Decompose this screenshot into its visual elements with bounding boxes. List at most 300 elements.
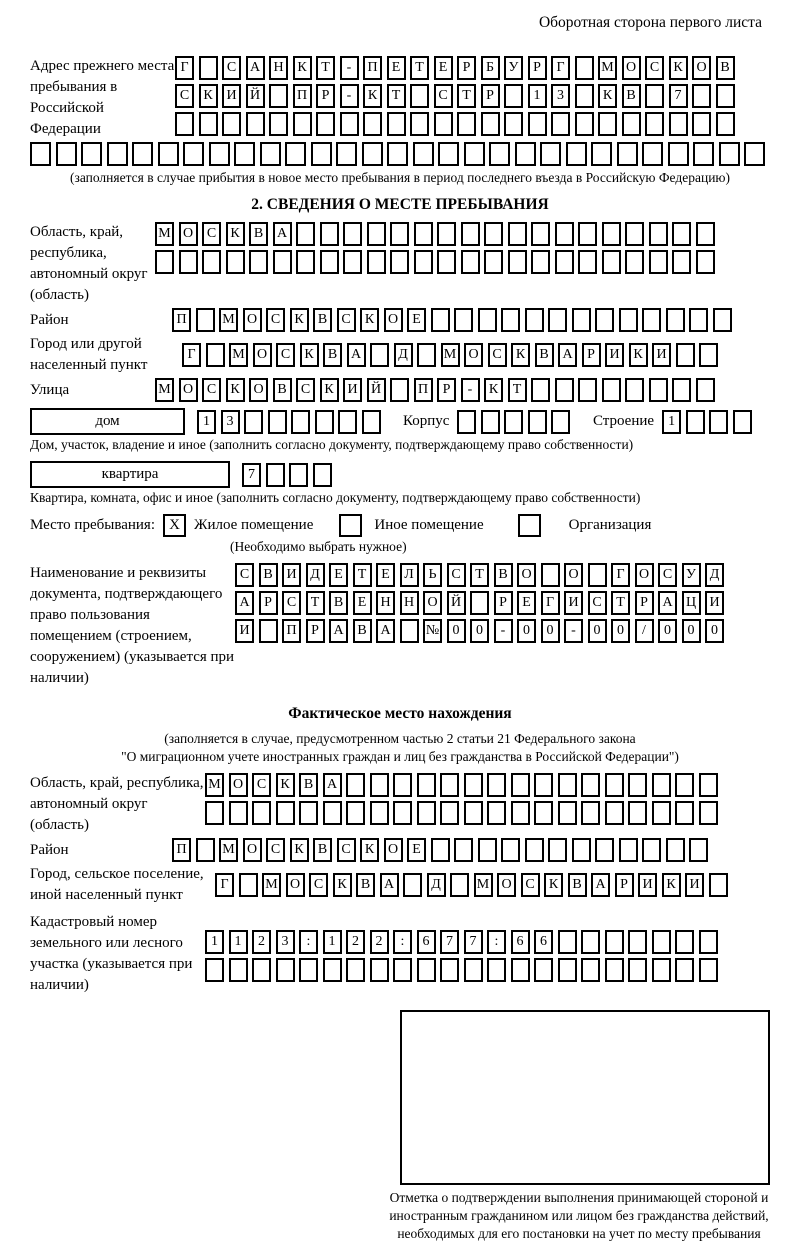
char-cell[interactable] xyxy=(132,142,153,166)
char-cell[interactable]: И xyxy=(222,84,241,108)
char-cell[interactable] xyxy=(363,112,382,136)
char-cell[interactable] xyxy=(602,222,621,246)
char-cell[interactable]: О xyxy=(517,563,536,587)
char-cell[interactable] xyxy=(438,142,459,166)
char-cell[interactable]: О xyxy=(179,378,198,402)
char-cell[interactable] xyxy=(672,222,691,246)
char-cell[interactable] xyxy=(528,112,547,136)
char-cell[interactable] xyxy=(417,773,436,797)
char-cell[interactable] xyxy=(461,222,480,246)
char-cell[interactable] xyxy=(323,801,342,825)
char-cell[interactable] xyxy=(56,142,77,166)
city-2-grid[interactable] xyxy=(215,873,732,897)
char-cell[interactable] xyxy=(548,838,567,862)
char-cell[interactable] xyxy=(457,410,476,434)
char-cell[interactable] xyxy=(289,463,308,487)
char-cell[interactable] xyxy=(464,142,485,166)
char-cell[interactable]: М xyxy=(474,873,493,897)
char-cell[interactable] xyxy=(515,142,536,166)
char-cell[interactable]: С xyxy=(266,308,285,332)
char-cell[interactable] xyxy=(454,308,473,332)
char-cell[interactable]: У xyxy=(504,56,523,80)
char-cell[interactable] xyxy=(501,308,520,332)
char-cell[interactable]: А xyxy=(273,222,292,246)
char-cell[interactable] xyxy=(454,838,473,862)
char-cell[interactable]: 6 xyxy=(417,930,436,954)
char-cell[interactable]: 1 xyxy=(197,410,216,434)
char-cell[interactable] xyxy=(689,838,708,862)
char-cell[interactable] xyxy=(481,410,500,434)
char-cell[interactable] xyxy=(581,773,600,797)
char-cell[interactable]: М xyxy=(219,308,238,332)
char-cell[interactable] xyxy=(619,308,638,332)
char-cell[interactable] xyxy=(642,308,661,332)
char-cell[interactable]: О xyxy=(384,308,403,332)
char-cell[interactable] xyxy=(699,773,718,797)
char-cell[interactable]: К xyxy=(662,873,681,897)
char-cell[interactable]: О xyxy=(249,378,268,402)
char-cell[interactable]: И xyxy=(652,343,671,367)
char-cell[interactable] xyxy=(199,56,218,80)
char-cell[interactable] xyxy=(595,308,614,332)
char-cell[interactable] xyxy=(299,958,318,982)
char-cell[interactable]: К xyxy=(360,308,379,332)
char-cell[interactable]: 1 xyxy=(205,930,224,954)
char-cell[interactable]: О xyxy=(253,343,272,367)
stamp-box[interactable] xyxy=(400,1010,770,1185)
char-cell[interactable] xyxy=(555,378,574,402)
char-cell[interactable] xyxy=(642,838,661,862)
char-cell[interactable]: К xyxy=(290,838,309,862)
char-cell[interactable]: 0 xyxy=(611,619,630,643)
prev-address-row-4[interactable] xyxy=(30,142,770,166)
char-cell[interactable] xyxy=(414,250,433,274)
char-cell[interactable]: С xyxy=(276,343,295,367)
char-cell[interactable] xyxy=(316,112,335,136)
char-cell[interactable]: П xyxy=(172,838,191,862)
char-cell[interactable]: Е xyxy=(407,838,426,862)
char-cell[interactable]: О xyxy=(464,343,483,367)
char-cell[interactable]: : xyxy=(299,930,318,954)
char-cell[interactable]: - xyxy=(340,84,359,108)
char-cell[interactable]: С xyxy=(222,56,241,80)
char-cell[interactable] xyxy=(675,773,694,797)
char-cell[interactable]: Т xyxy=(611,591,630,615)
char-cell[interactable] xyxy=(437,250,456,274)
char-cell[interactable] xyxy=(619,838,638,862)
char-cell[interactable] xyxy=(541,563,560,587)
char-cell[interactable]: Л xyxy=(400,563,419,587)
char-cell[interactable]: Ь xyxy=(423,563,442,587)
char-cell[interactable]: И xyxy=(685,873,704,897)
char-cell[interactable] xyxy=(534,773,553,797)
char-cell[interactable] xyxy=(675,930,694,954)
char-cell[interactable]: Р xyxy=(481,84,500,108)
char-cell[interactable] xyxy=(246,112,265,136)
char-cell[interactable]: 0 xyxy=(517,619,536,643)
char-cell[interactable]: 0 xyxy=(705,619,724,643)
korpus-grid[interactable] xyxy=(457,410,575,434)
char-cell[interactable]: С xyxy=(645,56,664,80)
char-cell[interactable] xyxy=(81,142,102,166)
char-cell[interactable]: К xyxy=(544,873,563,897)
char-cell[interactable]: А xyxy=(591,873,610,897)
char-cell[interactable]: Б xyxy=(481,56,500,80)
char-cell[interactable]: Т xyxy=(387,84,406,108)
char-cell[interactable]: В xyxy=(259,563,278,587)
char-cell[interactable] xyxy=(699,930,718,954)
char-cell[interactable] xyxy=(672,250,691,274)
char-cell[interactable]: 7 xyxy=(464,930,483,954)
char-cell[interactable] xyxy=(649,250,668,274)
char-cell[interactable]: Д xyxy=(705,563,724,587)
char-cell[interactable]: М xyxy=(205,773,224,797)
char-cell[interactable] xyxy=(733,410,752,434)
district-grid[interactable] xyxy=(172,308,736,332)
char-cell[interactable] xyxy=(260,142,281,166)
char-cell[interactable] xyxy=(699,343,718,367)
char-cell[interactable]: В xyxy=(329,591,348,615)
char-cell[interactable] xyxy=(487,958,506,982)
char-cell[interactable] xyxy=(209,142,230,166)
char-cell[interactable] xyxy=(672,378,691,402)
char-cell[interactable] xyxy=(311,142,332,166)
char-cell[interactable]: К xyxy=(300,343,319,367)
char-cell[interactable]: 2 xyxy=(252,930,271,954)
house-box[interactable]: дом xyxy=(30,408,185,435)
char-cell[interactable]: О xyxy=(229,773,248,797)
char-cell[interactable]: К xyxy=(333,873,352,897)
char-cell[interactable] xyxy=(315,410,334,434)
char-cell[interactable]: Е xyxy=(517,591,536,615)
char-cell[interactable] xyxy=(226,250,245,274)
cadastral-row-2[interactable] xyxy=(205,958,722,982)
char-cell[interactable] xyxy=(285,142,306,166)
char-cell[interactable] xyxy=(531,222,550,246)
char-cell[interactable] xyxy=(296,250,315,274)
char-cell[interactable] xyxy=(652,801,671,825)
char-cell[interactable]: С xyxy=(202,222,221,246)
char-cell[interactable]: Р xyxy=(259,591,278,615)
char-cell[interactable]: Е xyxy=(407,308,426,332)
char-cell[interactable] xyxy=(417,958,436,982)
char-cell[interactable]: Й xyxy=(246,84,265,108)
char-cell[interactable]: Р xyxy=(528,56,547,80)
char-cell[interactable] xyxy=(403,873,422,897)
checkbox-other-premises[interactable] xyxy=(339,514,362,537)
char-cell[interactable]: С xyxy=(252,773,271,797)
char-cell[interactable]: О xyxy=(635,563,654,587)
char-cell[interactable]: Н xyxy=(269,56,288,80)
char-cell[interactable] xyxy=(393,958,412,982)
char-cell[interactable] xyxy=(175,112,194,136)
char-cell[interactable]: Й xyxy=(367,378,386,402)
char-cell[interactable]: - xyxy=(340,56,359,80)
char-cell[interactable] xyxy=(572,308,591,332)
char-cell[interactable] xyxy=(591,142,612,166)
char-cell[interactable] xyxy=(478,308,497,332)
char-cell[interactable]: С xyxy=(266,838,285,862)
char-cell[interactable] xyxy=(336,142,357,166)
stroenie-grid[interactable] xyxy=(662,410,756,434)
char-cell[interactable]: В xyxy=(494,563,513,587)
char-cell[interactable] xyxy=(686,410,705,434)
char-cell[interactable]: Г xyxy=(215,873,234,897)
char-cell[interactable]: Т xyxy=(470,563,489,587)
char-cell[interactable] xyxy=(155,250,174,274)
char-cell[interactable]: И xyxy=(343,378,362,402)
char-cell[interactable]: И xyxy=(705,591,724,615)
char-cell[interactable] xyxy=(534,958,553,982)
char-cell[interactable] xyxy=(367,250,386,274)
char-cell[interactable]: П xyxy=(414,378,433,402)
char-cell[interactable]: И xyxy=(605,343,624,367)
char-cell[interactable]: 2 xyxy=(370,930,389,954)
char-cell[interactable] xyxy=(744,142,765,166)
char-cell[interactable] xyxy=(487,773,506,797)
char-cell[interactable] xyxy=(504,84,523,108)
char-cell[interactable]: С xyxy=(296,378,315,402)
char-cell[interactable]: Р xyxy=(457,56,476,80)
char-cell[interactable]: О xyxy=(692,56,711,80)
char-cell[interactable]: И xyxy=(282,563,301,587)
char-cell[interactable] xyxy=(588,563,607,587)
char-cell[interactable]: В xyxy=(313,308,332,332)
char-cell[interactable]: 0 xyxy=(682,619,701,643)
char-cell[interactable]: А xyxy=(558,343,577,367)
char-cell[interactable]: Е xyxy=(376,563,395,587)
char-cell[interactable] xyxy=(578,222,597,246)
char-cell[interactable] xyxy=(511,773,530,797)
char-cell[interactable] xyxy=(528,410,547,434)
char-cell[interactable]: О xyxy=(243,838,262,862)
char-cell[interactable] xyxy=(437,222,456,246)
char-cell[interactable] xyxy=(387,142,408,166)
char-cell[interactable]: С xyxy=(488,343,507,367)
char-cell[interactable] xyxy=(273,250,292,274)
char-cell[interactable]: В xyxy=(313,838,332,862)
char-cell[interactable] xyxy=(229,801,248,825)
char-cell[interactable]: К xyxy=(484,378,503,402)
char-cell[interactable]: С xyxy=(588,591,607,615)
char-cell[interactable] xyxy=(400,619,419,643)
apartment-box[interactable]: квартира xyxy=(30,461,230,488)
char-cell[interactable] xyxy=(652,930,671,954)
char-cell[interactable]: В xyxy=(299,773,318,797)
char-cell[interactable]: М xyxy=(219,838,238,862)
char-cell[interactable] xyxy=(346,773,365,797)
char-cell[interactable] xyxy=(578,378,597,402)
char-cell[interactable] xyxy=(666,308,685,332)
char-cell[interactable]: 0 xyxy=(588,619,607,643)
char-cell[interactable] xyxy=(346,801,365,825)
char-cell[interactable] xyxy=(605,958,624,982)
char-cell[interactable]: В xyxy=(273,378,292,402)
char-cell[interactable]: Р xyxy=(635,591,654,615)
char-cell[interactable] xyxy=(440,773,459,797)
char-cell[interactable] xyxy=(595,838,614,862)
char-cell[interactable] xyxy=(239,873,258,897)
char-cell[interactable]: Е xyxy=(434,56,453,80)
char-cell[interactable] xyxy=(413,142,434,166)
region-row-2[interactable] xyxy=(155,250,719,274)
char-cell[interactable] xyxy=(575,56,594,80)
char-cell[interactable]: Е xyxy=(329,563,348,587)
char-cell[interactable]: Й xyxy=(447,591,466,615)
char-cell[interactable]: К xyxy=(226,378,245,402)
char-cell[interactable] xyxy=(508,222,527,246)
char-cell[interactable] xyxy=(487,801,506,825)
char-cell[interactable]: О xyxy=(286,873,305,897)
char-cell[interactable] xyxy=(370,958,389,982)
char-cell[interactable] xyxy=(320,222,339,246)
char-cell[interactable] xyxy=(362,142,383,166)
char-cell[interactable]: 2 xyxy=(346,930,365,954)
char-cell[interactable] xyxy=(205,801,224,825)
char-cell[interactable] xyxy=(269,84,288,108)
char-cell[interactable]: О xyxy=(179,222,198,246)
char-cell[interactable] xyxy=(205,958,224,982)
char-cell[interactable]: 0 xyxy=(658,619,677,643)
char-cell[interactable] xyxy=(340,112,359,136)
char-cell[interactable]: Ц xyxy=(682,591,701,615)
char-cell[interactable]: С xyxy=(521,873,540,897)
char-cell[interactable] xyxy=(625,222,644,246)
char-cell[interactable] xyxy=(299,801,318,825)
char-cell[interactable]: В xyxy=(716,56,735,80)
char-cell[interactable] xyxy=(222,112,241,136)
char-cell[interactable]: В xyxy=(535,343,554,367)
char-cell[interactable]: К xyxy=(363,84,382,108)
char-cell[interactable] xyxy=(605,801,624,825)
char-cell[interactable] xyxy=(461,250,480,274)
char-cell[interactable] xyxy=(158,142,179,166)
char-cell[interactable]: Р xyxy=(306,619,325,643)
char-cell[interactable] xyxy=(206,343,225,367)
char-cell[interactable]: П xyxy=(293,84,312,108)
char-cell[interactable] xyxy=(693,142,714,166)
char-cell[interactable]: И xyxy=(638,873,657,897)
checkbox-organization[interactable] xyxy=(518,514,541,537)
char-cell[interactable] xyxy=(628,958,647,982)
char-cell[interactable] xyxy=(343,222,362,246)
char-cell[interactable] xyxy=(692,112,711,136)
char-cell[interactable] xyxy=(457,112,476,136)
char-cell[interactable]: 1 xyxy=(662,410,681,434)
char-cell[interactable]: М xyxy=(229,343,248,367)
char-cell[interactable]: М xyxy=(598,56,617,80)
document-row-1[interactable] xyxy=(235,563,729,587)
char-cell[interactable]: М xyxy=(441,343,460,367)
region-2-row-2[interactable] xyxy=(205,801,722,825)
char-cell[interactable] xyxy=(199,112,218,136)
char-cell[interactable]: О xyxy=(384,838,403,862)
char-cell[interactable]: К xyxy=(629,343,648,367)
char-cell[interactable]: - xyxy=(461,378,480,402)
char-cell[interactable]: 1 xyxy=(528,84,547,108)
char-cell[interactable] xyxy=(362,410,381,434)
char-cell[interactable]: Д xyxy=(427,873,446,897)
char-cell[interactable] xyxy=(642,142,663,166)
char-cell[interactable]: А xyxy=(376,619,395,643)
prev-address-row-2[interactable] xyxy=(175,84,739,108)
char-cell[interactable]: С xyxy=(309,873,328,897)
char-cell[interactable] xyxy=(622,112,641,136)
char-cell[interactable]: Т xyxy=(353,563,372,587)
char-cell[interactable]: К xyxy=(293,56,312,80)
char-cell[interactable] xyxy=(417,801,436,825)
char-cell[interactable]: № xyxy=(423,619,442,643)
char-cell[interactable]: С xyxy=(235,563,254,587)
char-cell[interactable]: С xyxy=(337,308,356,332)
char-cell[interactable]: А xyxy=(347,343,366,367)
char-cell[interactable] xyxy=(525,308,544,332)
char-cell[interactable]: А xyxy=(380,873,399,897)
char-cell[interactable] xyxy=(511,801,530,825)
char-cell[interactable] xyxy=(504,112,523,136)
char-cell[interactable]: О xyxy=(423,591,442,615)
char-cell[interactable] xyxy=(434,112,453,136)
char-cell[interactable]: К xyxy=(276,773,295,797)
char-cell[interactable] xyxy=(525,838,544,862)
char-cell[interactable]: Т xyxy=(410,56,429,80)
char-cell[interactable] xyxy=(605,773,624,797)
char-cell[interactable]: А xyxy=(323,773,342,797)
char-cell[interactable]: 7 xyxy=(242,463,261,487)
char-cell[interactable] xyxy=(183,142,204,166)
char-cell[interactable] xyxy=(440,958,459,982)
char-cell[interactable]: : xyxy=(487,930,506,954)
char-cell[interactable]: К xyxy=(226,222,245,246)
checkbox-residential[interactable]: X xyxy=(163,514,186,537)
char-cell[interactable] xyxy=(252,958,271,982)
char-cell[interactable] xyxy=(558,801,577,825)
char-cell[interactable]: К xyxy=(320,378,339,402)
char-cell[interactable] xyxy=(484,250,503,274)
char-cell[interactable]: П xyxy=(282,619,301,643)
char-cell[interactable]: Г xyxy=(182,343,201,367)
char-cell[interactable] xyxy=(555,250,574,274)
char-cell[interactable]: Г xyxy=(541,591,560,615)
char-cell[interactable] xyxy=(431,838,450,862)
char-cell[interactable] xyxy=(558,930,577,954)
char-cell[interactable]: А xyxy=(658,591,677,615)
char-cell[interactable]: О xyxy=(497,873,516,897)
char-cell[interactable]: Г xyxy=(611,563,630,587)
char-cell[interactable] xyxy=(450,873,469,897)
char-cell[interactable] xyxy=(252,801,271,825)
char-cell[interactable]: В xyxy=(622,84,641,108)
char-cell[interactable]: 1 xyxy=(323,930,342,954)
char-cell[interactable] xyxy=(551,112,570,136)
char-cell[interactable] xyxy=(370,773,389,797)
char-cell[interactable] xyxy=(323,958,342,982)
char-cell[interactable]: М xyxy=(155,222,174,246)
char-cell[interactable] xyxy=(649,222,668,246)
char-cell[interactable]: Т xyxy=(306,591,325,615)
char-cell[interactable] xyxy=(696,250,715,274)
street-grid[interactable] xyxy=(155,378,719,402)
char-cell[interactable] xyxy=(602,250,621,274)
char-cell[interactable] xyxy=(276,958,295,982)
char-cell[interactable] xyxy=(440,801,459,825)
char-cell[interactable]: К xyxy=(360,838,379,862)
char-cell[interactable] xyxy=(410,84,429,108)
char-cell[interactable]: В xyxy=(353,619,372,643)
char-cell[interactable]: 7 xyxy=(669,84,688,108)
char-cell[interactable]: К xyxy=(598,84,617,108)
char-cell[interactable]: С xyxy=(447,563,466,587)
